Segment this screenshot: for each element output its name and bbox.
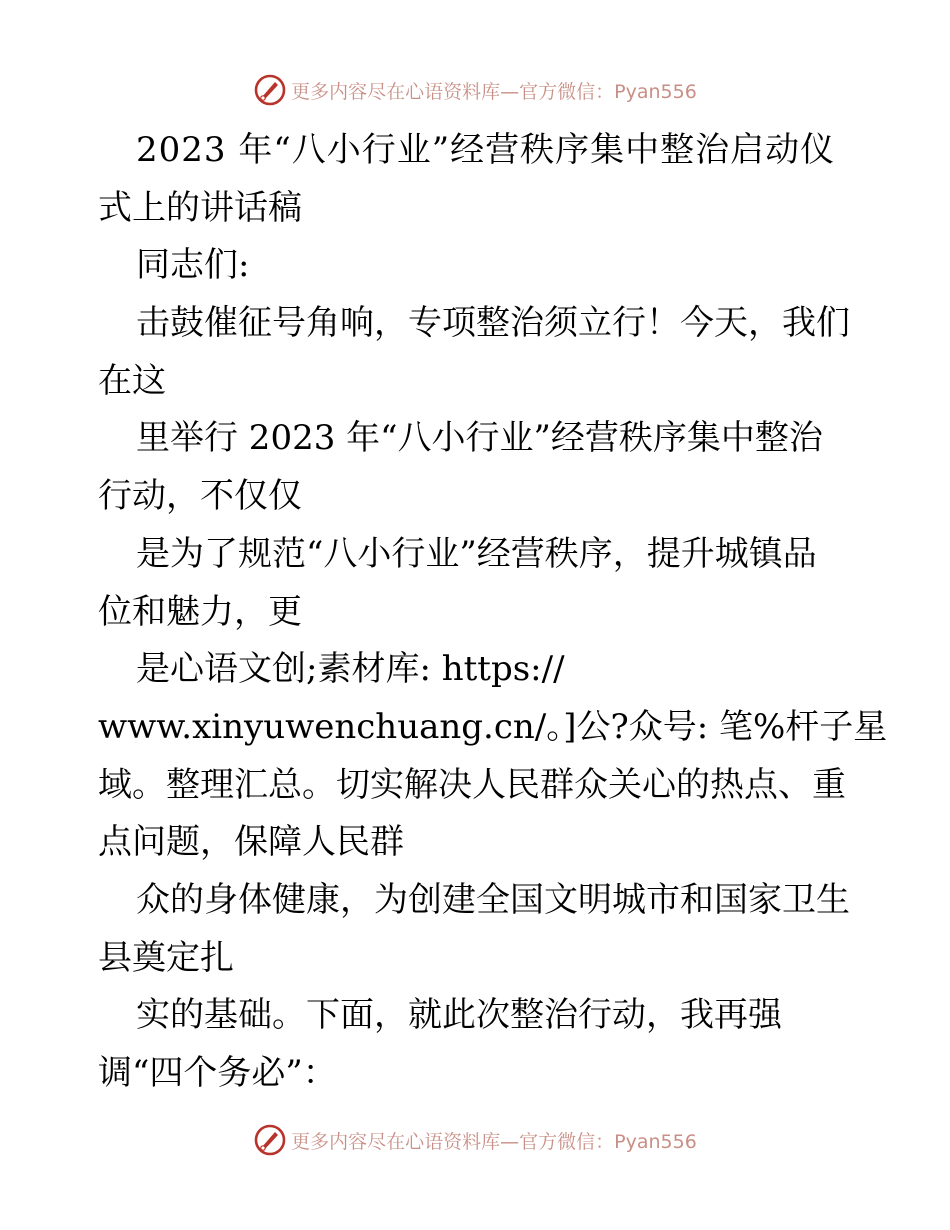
- paragraph-line: 是为了规范“八小行业”经营秩序，提升城镇品: [136, 533, 817, 574]
- paragraph-line: 域。整理汇总。切实解决人民群众关心的热点、重: [98, 764, 846, 805]
- pen-nib-logo-icon: [253, 73, 287, 107]
- paragraph-line: 位和魅力，更: [98, 591, 302, 632]
- document-body: [98, 122, 888, 1103]
- paragraph-line: 调“四个务必”：: [98, 1053, 337, 1093]
- header-watermark-text: 更多内容尽在心语资料库—官方微信：Pyan556: [291, 80, 697, 103]
- paragraph-line: 众的身体健康，为创建全国文明城市和国家卫生: [136, 879, 850, 920]
- paragraph-line: 县奠定扎: [98, 937, 234, 978]
- paragraph-line: 击鼓催征号角响，专项整治须立行！今天，我们: [136, 303, 850, 344]
- footer-watermark-text: 更多内容尽在心语资料库—官方微信：Pyan556: [291, 1130, 697, 1153]
- paragraph-line: www.xinyuwenchuang.cn/。]公?众号: 笔%杆子星: [98, 706, 888, 747]
- paragraph-line: 里举行 2023 年“八小行业”经营秩序集中整治: [136, 418, 823, 459]
- paragraph-line: 点问题，保障人民群: [98, 822, 404, 863]
- footer-watermark-banner: [0, 1120, 950, 1160]
- title-line-1: 2023 年“八小行业”经营秩序集中整治启动仪: [136, 130, 836, 170]
- pen-nib-logo-icon: [253, 1123, 287, 1157]
- title-line-2: 式上的讲话稿: [98, 187, 302, 228]
- paragraph-line: 在这: [98, 360, 166, 401]
- paragraph-line: 实的基础。下面，就此次整治行动，我再强: [136, 995, 782, 1036]
- paragraph-line: 行动，不仅仅: [98, 476, 302, 517]
- salutation: 同志们:: [136, 245, 250, 286]
- paragraph-line: 是心语文创;素材库: https://: [136, 649, 565, 690]
- header-watermark-banner: [0, 70, 950, 110]
